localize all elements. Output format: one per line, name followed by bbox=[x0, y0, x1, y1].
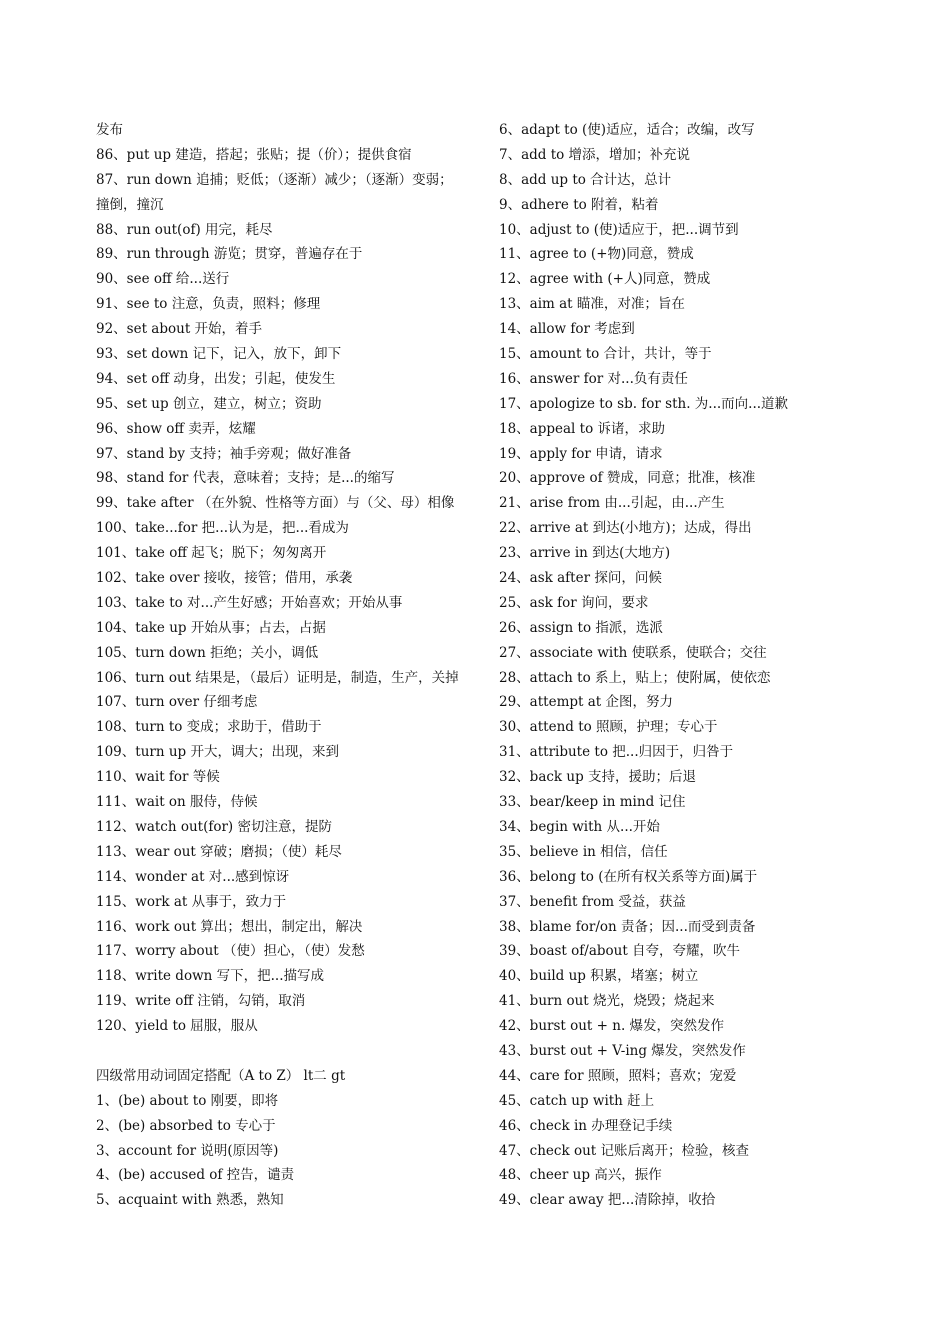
text-line: 102、take over 接收，接管；借用，承袭 bbox=[96, 570, 353, 587]
text-line: 18、appeal to 诉诸，求助 bbox=[499, 420, 666, 437]
right-column bbox=[499, 118, 899, 1213]
text-line: 119、write off 注销，勾销，取消 bbox=[96, 993, 306, 1010]
text-line: 48、cheer up 高兴，振作 bbox=[499, 1167, 662, 1184]
text-line: 21、arise from 由...引起，由...产生 bbox=[499, 495, 725, 512]
text-line: 104、take up 开始从事；占去，占据 bbox=[96, 619, 326, 636]
text-line: 111、wait on 服侍，侍候 bbox=[96, 794, 258, 811]
text-line: 8、add up to 合计达，总计 bbox=[499, 171, 672, 188]
text-line: 32、back up 支持，援助；后退 bbox=[499, 769, 697, 786]
text-line: 100、take...for 把...认为是，把...看成为 bbox=[96, 520, 349, 537]
text-line: 115、work at 从事于，致力于 bbox=[96, 893, 287, 910]
text-line bbox=[96, 1039, 468, 1064]
text-line: 118、write down 写下，把...描写成 bbox=[96, 968, 324, 985]
text-line: 117、worry about （使）担心，（使）发愁 bbox=[96, 943, 365, 960]
text-line: 106、turn out 结果是，（最后）证明是，制造，生产，关掉 bbox=[96, 669, 459, 686]
text-line: 49、clear away 把...清除掉，收拾 bbox=[499, 1192, 716, 1209]
text-line: 2、(be) absorbed to 专心于 bbox=[96, 1117, 276, 1134]
text-line: 37、benefit from 受益，获益 bbox=[499, 893, 686, 910]
text-line: 105、turn down 拒绝；关小，调低 bbox=[96, 644, 319, 661]
text-line: 42、burst out + n. 爆发，突然发作 bbox=[499, 1018, 725, 1035]
text-line: 93、set down 记下，记入，放下，卸下 bbox=[96, 346, 342, 363]
text-line: 44、care for 照顾，照料；喜欢；宠爱 bbox=[499, 1067, 737, 1084]
text-line: 96、show off 卖弄，炫耀 bbox=[96, 420, 256, 437]
text-line: 45、catch up with 赶上 bbox=[499, 1092, 655, 1109]
text-line: 39、boast of/about 自夸，夸耀，吹牛 bbox=[499, 943, 741, 960]
text-line: 108、turn to 变成；求助于，借助于 bbox=[96, 719, 322, 736]
text-line: 13、aim at 瞄准，对准；旨在 bbox=[499, 296, 685, 313]
text-line: 95、set up 创立，建立，树立；资助 bbox=[96, 395, 322, 412]
text-line: 27、associate with 使联系，使联合；交往 bbox=[499, 644, 767, 661]
text-line: 110、wait for 等候 bbox=[96, 769, 220, 786]
text-line: 25、ask for 询问，要求 bbox=[499, 594, 649, 611]
text-line: 17、apologize to sb. for sth. 为...而向...道歉 bbox=[499, 395, 789, 412]
text-line: 120、yield to 屈服，服从 bbox=[96, 1018, 258, 1035]
text-line: 90、see off 给...送行 bbox=[96, 271, 230, 288]
text-line: 26、assign to 指派，选派 bbox=[499, 619, 663, 636]
text-line: 35、believe in 相信，信任 bbox=[499, 843, 668, 860]
text-line: 7、add to 增添，增加；补充说 bbox=[499, 146, 691, 163]
text-line: 113、wear out 穿破；磨损；（使）耗尽 bbox=[96, 843, 342, 860]
text-line: 11、agree to (+物)同意，赞成 bbox=[499, 246, 694, 263]
text-line: 发布 bbox=[96, 122, 123, 138]
text-line: 116、work out 算出；想出，制定出，解决 bbox=[96, 918, 363, 935]
text-line: 34、begin with 从...开始 bbox=[499, 818, 660, 835]
text-line: 41、burn out 烧光，烧毁；烧起来 bbox=[499, 993, 715, 1010]
text-line: 114、wonder at 对...感到惊讶 bbox=[96, 868, 290, 885]
text-line: 19、apply for 申请，请求 bbox=[499, 445, 663, 462]
text-line: 38、blame for/on 责备；因...而受到责备 bbox=[499, 918, 756, 935]
text-line: 4、(be) accused of 控告，谴责 bbox=[96, 1167, 295, 1184]
text-line: 86、put up 建造，搭起；张贴；提（价）；提供食宿 bbox=[96, 146, 412, 163]
text-line: 89、run through 游览；贯穿，普遍存在于 bbox=[96, 246, 363, 263]
text-line: 撞倒，撞沉 bbox=[96, 196, 164, 213]
text-line: 15、amount to 合计，共计，等于 bbox=[499, 346, 712, 363]
text-line: 101、take off 起飞；脱下；匆匆离开 bbox=[96, 545, 327, 562]
text-line: 47、check out 记账后离开；检验，核查 bbox=[499, 1142, 749, 1159]
text-line: 99、take after （在外貌、性格等方面）与（父、母）相像 bbox=[96, 495, 455, 512]
text-line: 10、adjust to (使)适应于，把...调节到 bbox=[499, 221, 739, 238]
text-line: 23、arrive in 到达(大地方) bbox=[499, 545, 671, 562]
text-line: 33、bear/keep in mind 记住 bbox=[499, 794, 686, 811]
text-line: 40、build up 积累，堵塞；树立 bbox=[499, 968, 699, 985]
text-line: 87、run down 追捕；贬低；（逐渐）减少；（逐渐）变弱； bbox=[96, 171, 453, 188]
text-line: 31、attribute to 把...归因于，归咎于 bbox=[499, 744, 734, 761]
text-line: 98、stand for 代表，意味着；支持；是...的缩写 bbox=[96, 470, 395, 487]
text-line: 112、watch out(for) 密切注意，提防 bbox=[96, 818, 332, 835]
text-line: 28、attach to 系上，贴上；使附属，使依恋 bbox=[499, 669, 771, 686]
text-line: 1、(be) about to 刚要，即将 bbox=[96, 1092, 279, 1109]
text-line: 46、check in 办理登记手续 bbox=[499, 1117, 673, 1134]
text-line: 97、stand by 支持；袖手旁观；做好准备 bbox=[96, 445, 352, 462]
text-line: 91、see to 注意，负责，照料；修理 bbox=[96, 296, 321, 313]
text-line: 6、adapt to (使)适应，适合；改编，改写 bbox=[499, 122, 755, 138]
text-line: 107、turn over 仔细考虑 bbox=[96, 694, 258, 711]
text-line: 16、answer for 对...负有责任 bbox=[499, 370, 688, 387]
text-line: 20、approve of 赞成，同意；批准，核准 bbox=[499, 470, 756, 487]
text-line: 5、acquaint with 熟悉，熟知 bbox=[96, 1192, 284, 1209]
text-line: 30、attend to 照顾，护理；专心于 bbox=[499, 719, 718, 736]
text-line: 12、agree with (+人)同意，赞成 bbox=[499, 271, 711, 288]
text-line: 14、allow for 考虑到 bbox=[499, 321, 635, 338]
text-line: 29、attempt at 企图，努力 bbox=[499, 694, 673, 711]
text-line: 四级常用动词固定搭配（A to Z） lt二 gt bbox=[96, 1067, 346, 1084]
text-line: 94、set off 动身，出发；引起，使发生 bbox=[96, 370, 336, 387]
text-line: 22、arrive at 到达(小地方)；达成，得出 bbox=[499, 520, 752, 537]
text-line: 109、turn up 开大，调大；出现，来到 bbox=[96, 744, 339, 761]
text-line: 9、adhere to 附着，粘着 bbox=[499, 196, 659, 213]
text-line: 103、take to 对...产生好感；开始喜欢；开始从事 bbox=[96, 594, 403, 611]
left-column bbox=[96, 118, 468, 1213]
text-line: 36、belong to (在所有权关系等方面)属于 bbox=[499, 868, 758, 885]
text-line: 88、run out(of) 用完，耗尽 bbox=[96, 221, 273, 238]
text-line: 92、set about 开始，着手 bbox=[96, 321, 263, 338]
text-line: 24、ask after 探问，问候 bbox=[499, 570, 662, 587]
text-line: 43、burst out + V-ing 爆发，突然发作 bbox=[499, 1042, 746, 1059]
text-line: 3、account for 说明(原因等) bbox=[96, 1142, 279, 1159]
